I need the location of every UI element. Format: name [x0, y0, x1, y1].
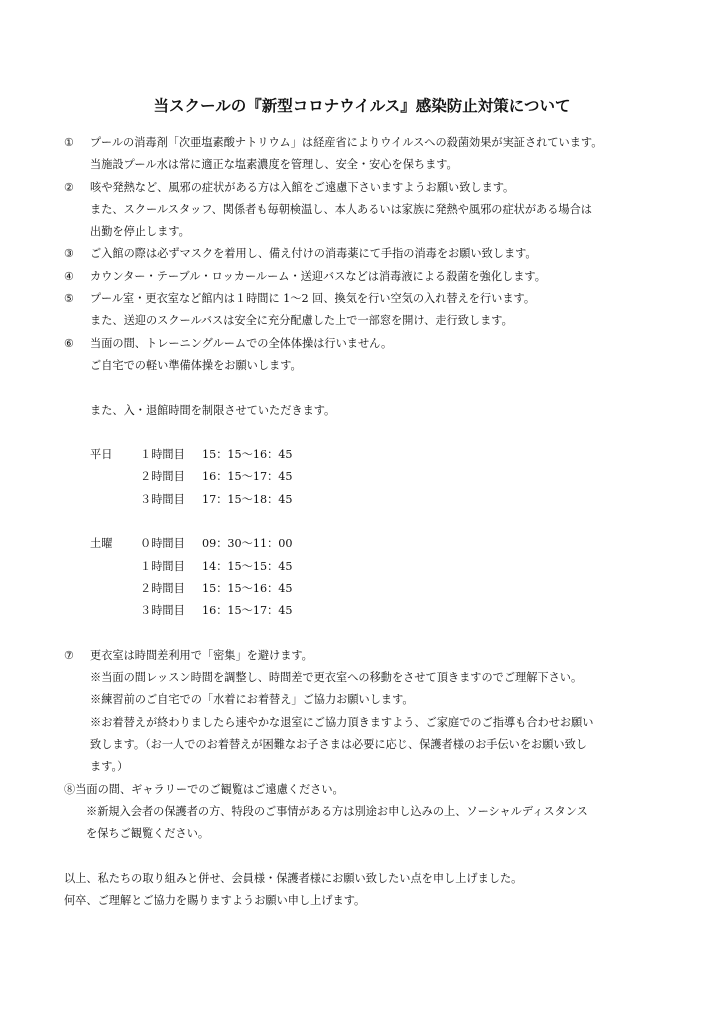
item-note: ※お着替えが終わりましたら速やかな退室にご協力頂きますよう、ご家庭でのご指導も合わせお願い [90, 715, 594, 729]
schedule-day-label: 平日 [90, 448, 113, 462]
closing-line: 以上、私たちの取り組みと併せ、会員様・保護者様にお願い致したい点を申し上げました。 [64, 871, 523, 885]
item-line: また、送迎のスクールバスは安全に充分配慮した上で一部窓を開け、走行致します。 [90, 314, 513, 328]
item-line: また、スクールスタッフ、関係者も毎朝検温し、本人あるいは家族に発熱や風邪の症状がある場合は [90, 202, 592, 216]
item-line: カウンター・テーブル・ロッカールーム・送迎バスなどは消毒液による殺菌を強化します。 [90, 269, 546, 283]
list-item-1 [64, 132, 674, 177]
item-line: ご入館の際は必ずマスクを着用し、備え付けの消毒薬にて手指の消毒をお願い致します。 [90, 247, 537, 261]
item-line: 更衣室は時間差利用で「密集」を避けます。 [90, 648, 313, 662]
schedule-period: ２時間目 [140, 581, 185, 595]
list-item-4 [64, 266, 674, 288]
item-line: ⑧当面の間、ギャラリーでのご観覧はご遠慮ください。 [64, 782, 344, 796]
item-line: 当面の間、トレーニングルームでの全体体操は行いません。 [90, 336, 393, 350]
item-line: 出勤を停止します。 [90, 225, 190, 239]
item-number: ⑤ [64, 292, 75, 306]
item-number: ② [64, 180, 75, 194]
schedule-period: １時間目 [140, 559, 185, 573]
weekday-schedule [64, 444, 674, 511]
schedule-time: 15：15～16：45 [202, 581, 293, 595]
list-item-5 [64, 288, 674, 333]
spacer [64, 623, 674, 645]
schedule-row [90, 533, 674, 555]
list-item-6 [64, 333, 674, 378]
item-number: ⑦ [64, 648, 75, 662]
page-title: 当スクールの『新型コロナウイルス』感染防止対策について [153, 97, 571, 115]
schedule-time: 17：15～18：45 [202, 492, 293, 506]
saturday-schedule [64, 533, 674, 622]
restriction-text: また、入・退館時間を制限させていただきます。 [90, 403, 336, 417]
schedule-row [90, 489, 674, 511]
schedule-time: 16：15～17：45 [202, 470, 293, 484]
item-line: プール室・更衣室など館内は１時間に 1～2 回、換気を行い空気の入れ替えを行います。 [90, 292, 536, 306]
item-note: ※新規入会者の保護者の方、特段のご事情がある方は別途お申し込みの上、ソーシャルディスタンス [86, 804, 588, 818]
spacer [64, 422, 674, 444]
list-item-8 [64, 779, 674, 846]
item-number: ④ [64, 269, 75, 283]
item-number: ① [64, 136, 75, 149]
schedule-period: ３時間目 [140, 492, 185, 506]
schedule-day-label: 土曜 [90, 537, 113, 551]
item-note: ※練習前のご自宅での「水着にお着替え」ご協力お願いします。 [90, 693, 414, 707]
item-note: を保ちご観覧ください。 [86, 827, 210, 841]
document-body [64, 132, 674, 912]
schedule-row [90, 556, 674, 578]
closing-paragraph [64, 868, 674, 913]
list-item-3 [64, 243, 674, 265]
schedule-period: ３時間目 [140, 604, 185, 618]
schedule-period: ２時間目 [140, 470, 185, 484]
schedule-row [90, 444, 674, 466]
item-number: ③ [64, 247, 75, 261]
closing-line: 何卒、ご理解とご協力を賜りますようお願い申し上げます。 [64, 894, 366, 908]
schedule-period: ０時間目 [140, 537, 185, 551]
schedule-time: 15：15～16：45 [202, 448, 293, 462]
schedule-period: １時間目 [140, 448, 185, 462]
item-number: ⑥ [64, 336, 75, 350]
item-line: プールの消毒剤「次亜塩素酸ナトリウム」は経産省によりウイルスへの殺菌効果が実証されています。 [90, 136, 603, 149]
item-note: ます。） [90, 760, 129, 774]
restriction-note [64, 400, 674, 422]
schedule-time: 16：15～17：45 [202, 604, 293, 618]
item-note: ※当面の間レッスン時間を調整し、時間差で更衣室への移動をさせて頂きますのでご理解下さい。 [90, 671, 583, 685]
item-line: ご自宅での軽い準備体操をお願いします。 [90, 358, 302, 372]
spacer [64, 511, 674, 533]
item-line: 当施設プール水は常に適正な塩素濃度を管理し、安全・安心を保ちます。 [90, 158, 458, 172]
item-notes [64, 801, 674, 846]
schedule-time: 14：15～15：45 [202, 559, 293, 573]
item-line: 咳や発熱など、風邪の症状がある方は入館をご遠慮下さいますようお願い致します。 [90, 180, 515, 194]
list-item-2 [64, 177, 674, 244]
schedule-row [90, 578, 674, 600]
item-note: 致します。（お一人でのお着替えが困難なお子さまは必要に応じ、保護者様のお手伝いをお願い致し [90, 738, 587, 752]
spacer [64, 377, 674, 399]
list-item-7 [64, 645, 674, 779]
schedule-time: 09：30～11：00 [202, 537, 293, 551]
spacer [64, 846, 674, 868]
schedule-row [90, 466, 674, 488]
schedule-row [90, 600, 674, 622]
